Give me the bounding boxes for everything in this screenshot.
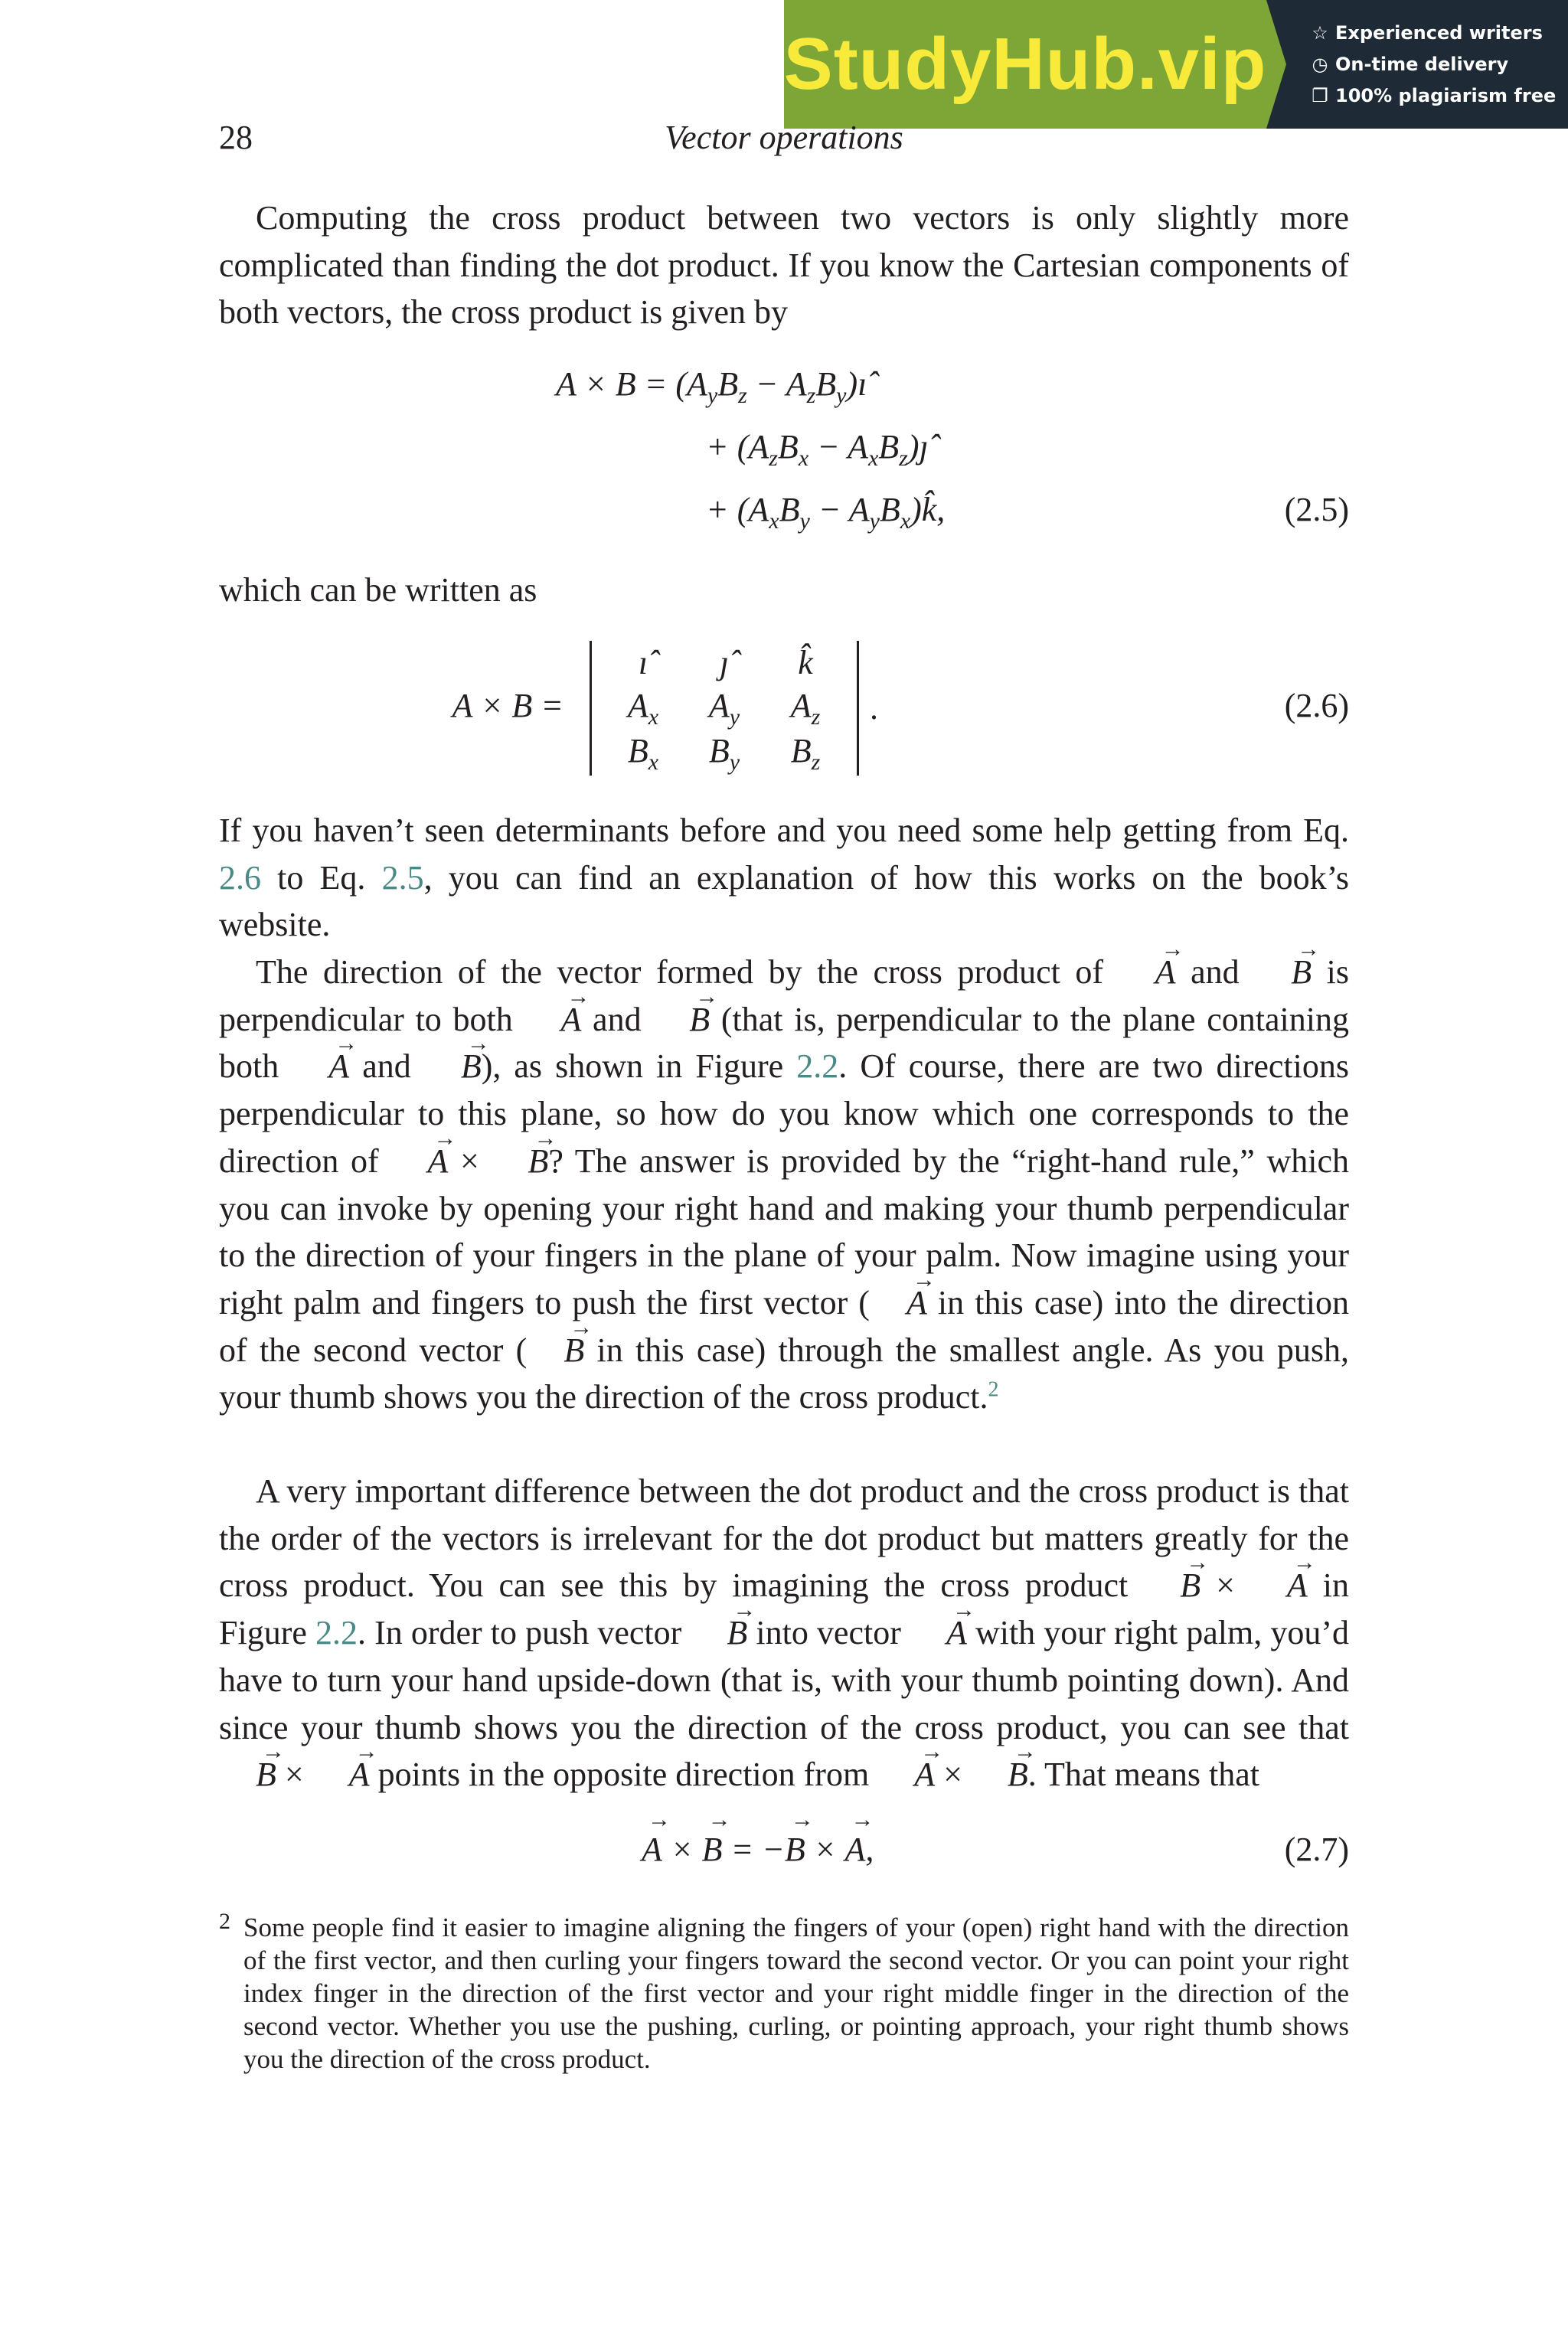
vector-a: → A: [312, 1751, 370, 1798]
determinant-left-bar: [590, 641, 592, 776]
equation-2-5-line-3: + ($A_xB_y$ − $A_yB_x)k̂$,: [706, 491, 946, 534]
equation-2-5-line-2: + ($A_zB_x$ − $A_xB_z)ȷ̂$: [706, 428, 929, 471]
footnote-text: Some people find it easier to imagine aligning the fingers of your (open) right hand with the direction of the first vector, and then curling your fingers toward the second vector. Or you can point your right index finger in the direction of the first vector and your right middle finger in the direction of the second vector. Whether you use the pushing, curling, or pointing approach, your right thumb shows you the direction of the cross product.: [243, 1913, 1349, 2074]
vector-b: → B: [971, 1751, 1028, 1798]
matrix-cell: $B_x$: [627, 731, 659, 775]
matrix-cell: k̂: [798, 644, 813, 681]
feature-on-time-delivery: ◷ On-time delivery: [1309, 49, 1568, 80]
vector-b: → B: [1254, 949, 1312, 996]
running-title: Vector operations: [665, 119, 903, 156]
star-outline-icon: ☆: [1312, 21, 1328, 44]
brand-block[interactable]: [784, 0, 1266, 129]
intro-paragraph: Computing the cross product between two vectors is only slightly more complicated than finding the dot product. If you know the Cartesian components of both vectors, the cross product is given by: [219, 199, 1349, 332]
matrix-cell: $A_y$: [708, 686, 740, 730]
vector-b: → B: [491, 1138, 548, 1185]
vector-a: → A: [870, 1279, 927, 1327]
equation-2-5-line-1: $A \times B = (A_yB_z$ − $A_zB_y)ı̂$: [556, 365, 867, 408]
vector-a: → A: [524, 996, 581, 1044]
vector-a: → A: [1119, 949, 1176, 996]
vector-a: → A: [1250, 1562, 1308, 1609]
matrix-cell: ı̂: [638, 644, 648, 681]
vector-a: → A: [390, 1138, 448, 1185]
banner-features: [1286, 0, 1568, 129]
transition-text: which can be written as: [219, 571, 537, 609]
vector-a: → A: [292, 1043, 349, 1090]
footnote-mark: 2: [219, 1909, 230, 1934]
determinant-right-bar: [857, 641, 859, 776]
footnote-2: [219, 1911, 1349, 2076]
studyhub-banner[interactable]: [784, 0, 1568, 129]
vector-b: → B: [1143, 1562, 1200, 1609]
clock-icon: ◷: [1312, 53, 1328, 75]
vector-a: → A: [877, 1751, 935, 1798]
page-number: 28: [219, 119, 253, 156]
matrix-cell: $B_y$: [708, 731, 740, 775]
determinant: [579, 640, 878, 776]
vector-b: → B: [424, 1043, 482, 1090]
vector-b: → B: [690, 1609, 747, 1657]
copy-icon: ❐: [1312, 84, 1328, 106]
equation-number-2-7: (2.7): [1284, 1831, 1349, 1868]
figure-link-2-2[interactable]: 2.2: [796, 1047, 839, 1086]
vector-b: → B: [527, 1327, 584, 1374]
matrix-cell: $B_z$: [790, 731, 821, 775]
matrix-cell: $A_z$: [790, 686, 821, 730]
equation-2-7-expression: → A × → B = −→ B × → A,: [642, 1830, 874, 1869]
brand-logo-text[interactable]: StudyHub.vip: [783, 23, 1267, 105]
banner-arrow-shape: [1266, 0, 1286, 129]
equation-number-2-5: (2.5): [1284, 491, 1349, 528]
feature-plagiarism-free: ❐ 100% plagiarism free: [1309, 80, 1568, 112]
figure-link-2-2[interactable]: 2.2: [315, 1614, 358, 1652]
vector-b: → B: [652, 996, 710, 1044]
equation-2-5: [219, 364, 1349, 541]
equation-2-6: [219, 640, 1349, 778]
footnote-ref-2[interactable]: 2: [988, 1377, 999, 1402]
vector-a: → A: [910, 1609, 967, 1657]
matrix-cell: ȷ̂: [719, 644, 730, 681]
equation-link-2-6[interactable]: 2.6: [219, 858, 261, 897]
direction-paragraph: The direction of the vector formed by the cross product of → A and → B is perpendicular to both → A and → B (that is, perpendicular to the plane containing both → A and → B), as shown in Figure 2.2. Of course, there are two directions perpendicular to this plane, so how do you know which one corresponds to the direction of → A × → B? The answer is provided by the “right-hand rule,” which you can invoke by opening your right hand and making your thumb perpendicular to the direction of your fingers in the plane of your palm. Now imagine using your right palm and fingers to push the first vector (→ A in this case) into the direction of the second vector (→ B in this case) through the smallest angle. As you push, your thumb shows you the direction of the cross product.$^2$: [219, 949, 1349, 1421]
feature-experienced-writers: ☆ Experienced writers: [1309, 18, 1568, 49]
equation-2-6-lhs: A × B =: [452, 687, 564, 724]
determinant-matrix: [603, 640, 846, 776]
equation-2-6-period: .: [870, 689, 878, 727]
matrix-cell: $A_x$: [627, 686, 659, 730]
determinant-paragraph: If you haven’t seen determinants before and you need some help getting from Eq. 2.6 to Eq. 2.5, you can find an explanation of how this works on the book’s website.: [219, 812, 1349, 944]
order-paragraph: A very important difference between the dot product and the cross product is that the order of the vectors is irrelevant for the dot product but matters greatly for the cross product. You can see this by imagining the cross product → B × → A in Figure 2.2. In order to push vector → B into vector → A with your right palm, you’d have to turn your hand upside-down (that is, with your thumb pointing down). And since your thumb shows you the direction of the cross product, you can see that → B × → A points in the opposite direction from → A × → B. That means that: [219, 1468, 1349, 1798]
vector-b: → B: [219, 1751, 276, 1798]
equation-number-2-6: (2.6): [1284, 687, 1349, 724]
equation-2-7: [219, 1830, 1349, 1877]
equation-link-2-5[interactable]: 2.5: [381, 858, 424, 897]
